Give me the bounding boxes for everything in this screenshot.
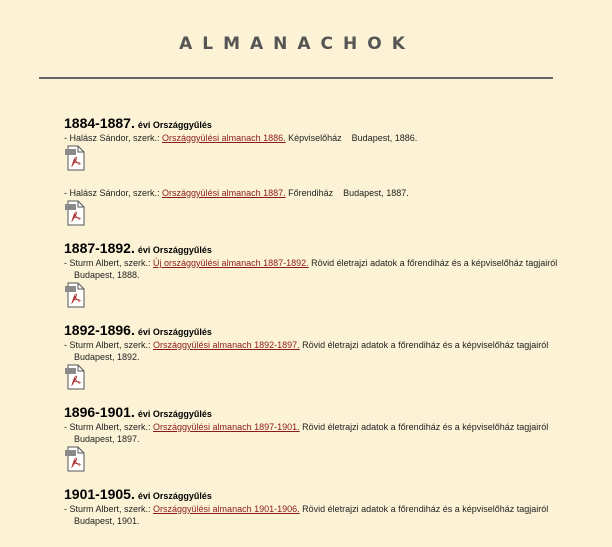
session-heading bbox=[64, 486, 584, 503]
session-section bbox=[64, 404, 584, 472]
almanac-link[interactable]: Országgyülési almanach 1886. bbox=[162, 133, 286, 143]
session-heading bbox=[64, 322, 584, 339]
session-section bbox=[64, 322, 584, 390]
session-heading bbox=[64, 404, 584, 421]
entry-description: Főrendiház bbox=[285, 188, 334, 198]
entry-author: - Halász Sándor, szerk.: bbox=[64, 133, 163, 143]
pdf-icon[interactable] bbox=[64, 446, 86, 472]
session-years: 1896-1901. bbox=[64, 404, 135, 420]
pdf-icon[interactable] bbox=[64, 364, 86, 390]
page-title: ALMANACHOK bbox=[179, 34, 415, 54]
almanac-link[interactable]: Országgyülési almanach 1897-1901. bbox=[153, 422, 300, 432]
title-divider bbox=[39, 77, 553, 79]
entry-description: Rövid életrajzi adatok a főrendiház és a képviselőház tagjairól bbox=[299, 504, 549, 514]
almanac-entry bbox=[64, 187, 584, 226]
session-suffix: évi Országgyűlés bbox=[137, 327, 212, 337]
session-suffix: évi Országgyűlés bbox=[137, 245, 212, 255]
session-years: 1901-1905. bbox=[64, 486, 135, 502]
entry-place: Budapest, 1888. bbox=[74, 270, 140, 280]
session-heading bbox=[64, 115, 584, 132]
almanac-entry bbox=[64, 503, 584, 527]
entry-place: Budapest, 1897. bbox=[74, 434, 140, 444]
session-suffix: évi Országgyűlés bbox=[137, 120, 212, 130]
session-heading bbox=[64, 240, 584, 257]
session-section bbox=[64, 240, 584, 308]
session-section bbox=[64, 486, 584, 527]
pdf-icon[interactable] bbox=[64, 145, 86, 171]
entry-author: - Sturm Albert, szerk.: bbox=[64, 258, 154, 268]
entry-author: - Sturm Albert, szerk.: bbox=[64, 422, 154, 432]
almanac-entry bbox=[64, 257, 584, 308]
session-years: 1892-1896. bbox=[64, 322, 135, 338]
entry-place: Budapest, 1892. bbox=[74, 352, 140, 362]
almanac-link[interactable]: Országgyülési almanach 1892-1897. bbox=[153, 340, 300, 350]
entry-author: - Sturm Albert, szerk.: bbox=[64, 504, 154, 514]
entry-place: Budapest, 1887. bbox=[343, 188, 409, 198]
entry-description: Rövid életrajzi adatok a főrendiház és a képviselőház tagjairól bbox=[299, 422, 549, 432]
entry-place: Budapest, 1901. bbox=[74, 516, 140, 526]
entry-author: - Sturm Albert, szerk.: bbox=[64, 340, 154, 350]
almanac-link[interactable]: Országgyülési almanach 1887. bbox=[162, 188, 286, 198]
almanac-entry bbox=[64, 339, 584, 390]
session-years: 1887-1892. bbox=[64, 240, 135, 256]
entry-place: Budapest, 1886. bbox=[351, 133, 418, 143]
almanac-entry bbox=[64, 421, 584, 472]
session-suffix: évi Országgyűlés bbox=[137, 409, 212, 419]
entry-description: Rövid életrajzi adatok a főrendiház és a képviselőház tagjairól bbox=[308, 258, 558, 268]
pdf-icon[interactable] bbox=[64, 200, 86, 226]
entry-author: - Halász Sándor, szerk.: bbox=[64, 188, 163, 198]
session-years: 1884-1887. bbox=[64, 115, 135, 131]
almanac-link[interactable]: Országgyülési almanach 1901-1906. bbox=[153, 504, 300, 514]
almanac-entry bbox=[64, 132, 584, 171]
almanac-list bbox=[64, 115, 584, 541]
pdf-icon[interactable] bbox=[64, 282, 86, 308]
entry-description: Képviselőház bbox=[285, 133, 342, 143]
session-suffix: évi Országgyűlés bbox=[137, 491, 212, 501]
almanac-link[interactable]: Új országgyülési almanach 1887-1892. bbox=[153, 258, 309, 268]
entry-description: Rövid életrajzi adatok a főrendiház és a képviselőház tagjairól bbox=[299, 340, 549, 350]
session-section bbox=[64, 115, 584, 226]
